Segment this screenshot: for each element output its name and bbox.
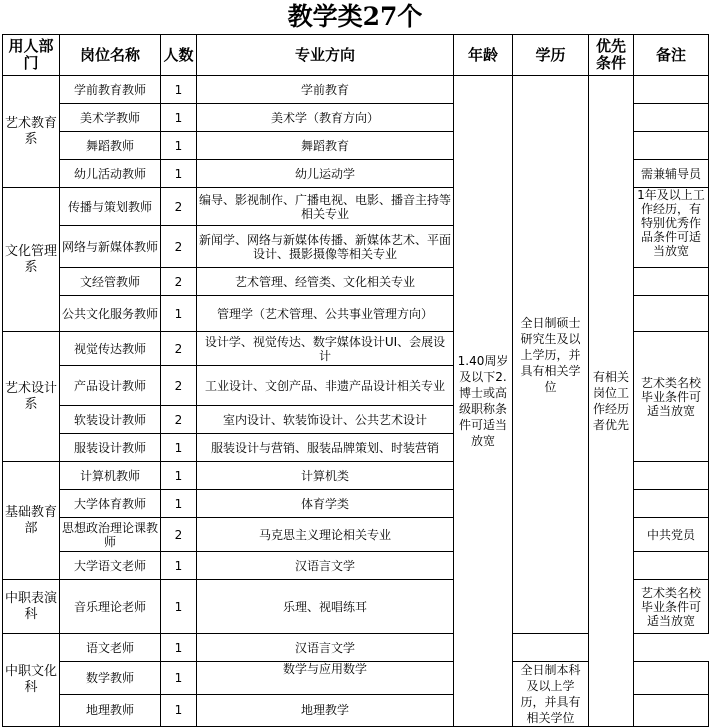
note-cell: 中共党员 [634,518,709,552]
header-note: 备注 [634,35,709,76]
position-cell: 公共文化服务教师 [60,296,161,332]
major-cell: 设计学、视觉传达、数字媒体设计UI、会展设计 [197,332,454,366]
count-cell: 1 [161,76,197,104]
recruitment-table [2,34,709,727]
header-priority: 优先条件 [589,35,634,76]
position-cell: 视觉传达教师 [60,332,161,366]
major-cell: 体育学类 [197,490,454,518]
table-row [3,76,709,104]
dept-cell: 中职表演科 [3,580,60,634]
count-cell: 1 [161,552,197,580]
count-cell: 2 [161,268,197,296]
dept-cell: 基础教育部 [3,462,60,580]
count-cell: 2 [161,366,197,406]
priority-cell: 有相关岗位工作经历者优先 [589,76,634,727]
position-cell: 文经管教师 [60,268,161,296]
count-cell: 1 [161,580,197,634]
note-cell: 需兼辅导员 [634,160,709,188]
position-cell: 计算机教师 [60,462,161,490]
header-age: 年龄 [454,35,513,76]
major-cell: 计算机类 [197,462,454,490]
note-cell [634,132,709,160]
count-cell: 2 [161,226,197,268]
count-cell: 1 [161,694,197,727]
header-dept: 用人部门 [3,35,60,76]
major-cell: 数学与应用数学 [197,662,454,695]
major-cell: 学前教育 [197,76,454,104]
position-cell: 思想政治理论课教师 [60,518,161,552]
position-cell: 大学体育教师 [60,490,161,518]
position-cell: 网络与新媒体教师 [60,226,161,268]
major-cell: 马克思主义理论相关专业 [197,518,454,552]
major-cell: 服装设计与营销、服装品牌策划、时装营销 [197,434,454,462]
major-cell: 美术学（教育方向） [197,104,454,132]
header-position: 岗位名称 [60,35,161,76]
position-cell: 音乐理论老师 [60,580,161,634]
note-cell [513,634,589,662]
position-cell: 学前教育教师 [60,76,161,104]
header-count: 人数 [161,35,197,76]
note-cell [634,268,709,296]
count-cell: 2 [161,188,197,226]
major-cell: 乐理、视唱练耳 [197,580,454,634]
major-cell: 舞蹈教育 [197,132,454,160]
major-cell: 艺术管理、经管类、文化相关专业 [197,268,454,296]
count-cell: 1 [161,296,197,332]
position-cell: 软装设计教师 [60,406,161,434]
major-cell: 室内设计、软装饰设计、公共艺术设计 [197,406,454,434]
count-cell: 2 [161,518,197,552]
major-cell: 新闻学、网络与新媒体传播、新媒体艺术、平面设计、摄影摄像等相关专业 [197,226,454,268]
dept-cell: 艺术设计系 [3,332,60,462]
position-cell: 语文老师 [60,634,161,662]
page-title: 教学类27个 [287,2,423,31]
position-cell: 服装设计教师 [60,434,161,462]
count-cell: 1 [161,132,197,160]
major-cell: 地理教学 [197,694,454,727]
count-cell: 2 [161,406,197,434]
count-cell: 1 [161,434,197,462]
age-cell: 1.40周岁及以下2.博士或高级职称条件可适当放宽 [454,76,513,727]
dept-cell: 艺术教育系 [3,76,60,188]
count-cell: 2 [161,332,197,366]
note-cell: 1年及以上工作经历，有特别优秀作品条件可适当放宽 [634,188,709,268]
position-cell: 幼儿活动教师 [60,160,161,188]
major-cell: 汉语言文学 [197,634,454,662]
note-cell [634,296,709,332]
note-cell [634,662,709,695]
major-cell: 编导、影视制作、广播电视、电影、播音主持等相关专业 [197,188,454,226]
position-cell: 数学教师 [60,662,161,695]
note-cell: 艺术类名校毕业条件可适当放宽 [634,332,709,462]
position-cell: 产品设计教师 [60,366,161,406]
dept-cell: 文化管理系 [3,188,60,332]
major-cell: 工业设计、文创产品、非遗产品设计相关专业 [197,366,454,406]
position-cell: 美术学教师 [60,104,161,132]
count-cell: 1 [161,160,197,188]
dept-cell: 中职文化科 [3,634,60,727]
position-cell: 地理教师 [60,694,161,727]
position-cell: 传播与策划教师 [60,188,161,226]
count-cell: 1 [161,462,197,490]
count-cell: 1 [161,490,197,518]
header-education: 学历 [513,35,589,76]
note-cell [634,104,709,132]
major-cell: 幼儿运动学 [197,160,454,188]
count-cell: 1 [161,662,197,695]
header-row [3,35,709,76]
note-cell [634,552,709,580]
position-cell: 大学语文老师 [60,552,161,580]
note-cell [634,490,709,518]
major-cell: 管理学（艺术管理、公共事业管理方向） [197,296,454,332]
education-cell: 全日制本科及以上学历，并具有相关学位 [513,662,589,727]
note-cell [634,76,709,104]
education-cell: 全日制硕士研究生及以上学历，并具有相关学位 [513,76,589,634]
note-cell [634,694,709,727]
count-cell: 1 [161,634,197,662]
count-cell: 1 [161,104,197,132]
note-cell [634,462,709,490]
major-cell: 汉语言文学 [197,552,454,580]
note-cell: 艺术类名校毕业条件可适当放宽 [634,580,709,634]
position-cell: 舞蹈教师 [60,132,161,160]
header-major: 专业方向 [197,35,454,76]
